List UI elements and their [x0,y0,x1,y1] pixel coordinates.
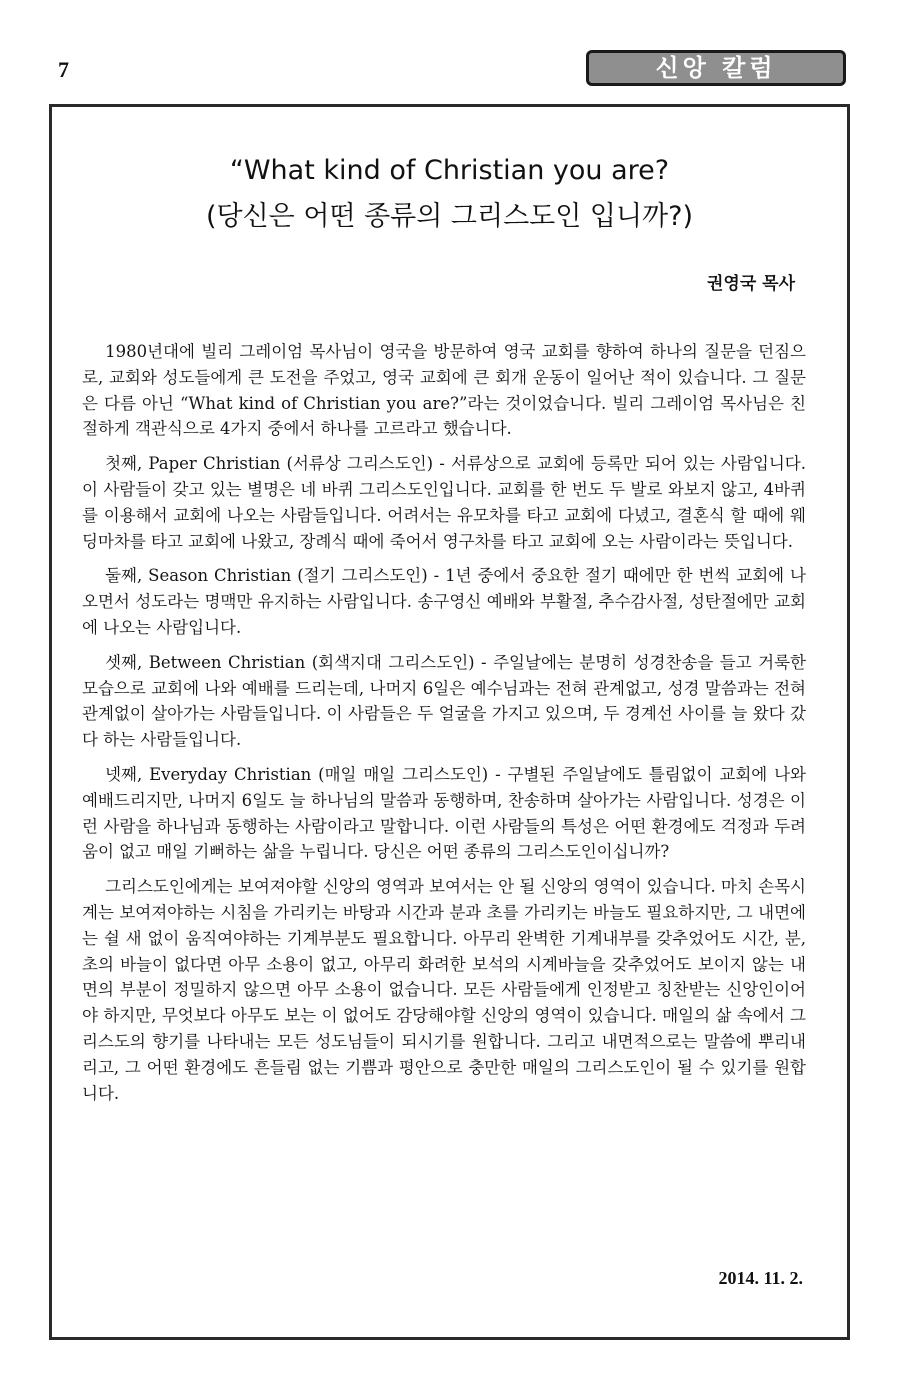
paragraph-season-christian: 둘째, Season Christian (절기 그리스도인) - 1년 중에서 중요한 절기 때에만 한 번씩 교회에 나오면서 성도라는 명맥만 유지하는 사람입니다. 송구영신 예배와 부활절, 추수감사절, 성탄절에만 교회에 나오는 사람입니다. [82,566,806,637]
paragraph-conclusion: 그리스도인에게는 보여져야할 신앙의 영역과 보여서는 안 될 신앙의 영역이 있습니다. 마치 손목시계는 보여져야하는 시침을 가리키는 바탕과 시간과 분과 초를 가리키는 바늘도 필요하지만, 그 내면에는 쉴 새 없이 움직여야하는 기계부분도 필요합니다. 아무리 완벽한 기계내부를 갖추었어도 시간, 분, 초의 바늘이 없다면 아무 소용이 없고, 아무리 화려한 보석의 시계바늘을 갖추었어도 보이지 않는 내면의 부분이 정밀하지 않으면 아무 소용이 없습니다. 모든 사람들에게 인정받고 칭찬받는 신앙인이어야 하지만, 무엇보다 아무도 보는 이 없어도 감당해야할 신앙의 영역이 있습니다. 매일의 삶 속에서 그리스도의 향기를 나타내는 모든 성도님들이 되시기를 원합니다. 그리고 내면적으로는 말씀에 뿌리내리고, 그 어떤 환경에도 흔들림 없는 기쁨과 평안으로 충만한 매일의 그리스도인이 될 수 있기를 원합니다. [82,877,806,1103]
article-title-english: “What kind of Christian you are? [229,155,670,186]
paragraph-between-christian: 셋째, Between Christian (회색지대 그리스도인) - 주일날에는 분명히 성경찬송을 들고 거룩한 모습으로 교회에 나와 예배를 드리는데, 나머지 6일은 예수님과는 전혀 관계없고, 성경 말씀과는 전혀 관계없이 살아가는 사람들입니다. 이 사람들은 두 얼굴을 가지고 있으며, 두 경계선 사이를 늘 왔다 갔다 하는 사람들입니다. [82,652,806,750]
paragraph-everyday-christian: 넷째, Everyday Christian (매일 매일 그리스도인) - 구별된 주일날에도 틀림없이 교회에 나와 예배드리지만, 나머지 6일도 늘 하나님의 말씀과 동행하며, 찬송하며 살아가는 사람입니다. 성경은 이런 사람을 하나님과 동행하는 사람이라고 말합니다. 이런 사람들의 특성은 어떤 환경에도 걱정과 두려움이 없고 매일 기뻐하는 삶을 누립니다. 당신은 어떤 종류의 그리스도인이십니까? [82,764,806,862]
article-author: 권영국 목사 [706,274,795,294]
article-date: 2014. 11. 2. [718,1268,803,1288]
article-body [82,339,806,1115]
article-box [49,104,850,1340]
page-number: 7 [58,57,69,82]
article-title-korean: (당신은 어떤 종류의 그리스도인 입니까?) [205,201,694,232]
section-label: 신앙 칼럼 [586,50,846,86]
paragraph-paper-christian: 첫째, Paper Christian (서류상 그리스도인) - 서류상으로 교회에 등록만 되어 있는 사람입니다. 이 사람들이 갖고 있는 별명은 네 바퀴 그리스도인입니다. 교회를 한 번도 두 발로 와보지 않고, 4바퀴를 이용해서 교회에 나오는 사람들입니다. 어려서는 유모차를 타고 교회에 다녔고, 결혼식 할 때에 웨딩마차를 타고 교회에 나왔고, 장례식 때에 죽어서 영구차를 타고 교회에 오는 사람이라는 뜻입니다. [82,454,806,551]
paragraph-intro: 1980년대에 빌리 그레이엄 목사님이 영국을 방문하여 영국 교회를 향하여 하나의 질문을 던짐으로, 교회와 성도들에게 큰 도전을 주었고, 영국 교회에 큰 회개 운동이 일어난 적이 있습니다. 그 질문은 다름 아닌 “What kind of Christian you are?”라는 것이었습니다. 빌리 그레이엄 목사님은 친절하게 객관식으로 4가지 중에서 하나를 고르라고 했습니다. [82,342,806,439]
